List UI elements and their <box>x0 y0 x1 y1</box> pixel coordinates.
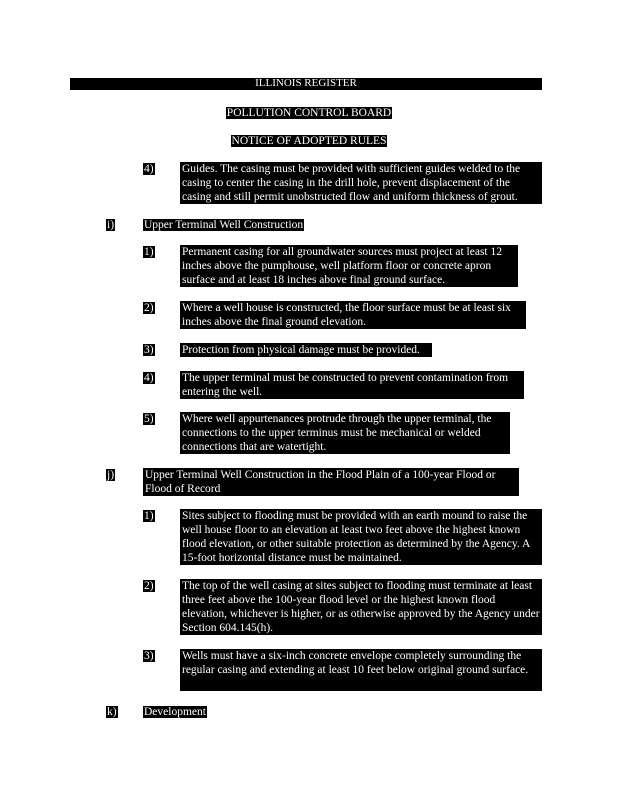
item-number: 2) <box>144 302 154 314</box>
section-heading: Upper Terminal Well Construction <box>144 219 304 231</box>
board-title: POLLUTION CONTROL BOARD <box>226 107 392 119</box>
well-house-floor-paragraph: Where a well house is constructed, the floor surface must be at least six inches above the final ground elevation. <box>180 301 526 329</box>
item-number: 5) <box>144 413 154 425</box>
item-number: 4) <box>144 372 154 384</box>
register-header-bar <box>70 78 542 89</box>
header-rule <box>70 89 542 90</box>
item-number: 1) <box>144 246 154 258</box>
contamination-paragraph: The upper terminal must be constructed to prevent contamination from entering the well. <box>180 371 524 399</box>
concrete-envelope-paragraph: Wells must have a six-inch concrete envelope completely surrounding the regular casing and extending at least 10 feet below original ground surface. <box>180 649 542 691</box>
section-letter: j) <box>107 469 115 481</box>
guides-paragraph: Guides. The casing must be provided with sufficient guides welded to the casing to center the casing in the drill hole, prevent displacement of the casing and still permit unobstructed flow and uniform thickness of grout. <box>180 162 542 204</box>
appurtenances-paragraph: Where well appurtenances protrude through the upper terminal, the connections to the upper terminus must be mechanical or welded connections that are watertight. <box>180 412 510 454</box>
notice-title-line <box>0 134 618 148</box>
flood-mound-paragraph: Sites subject to flooding must be provided with an earth mound to raise the well house floor to an elevation at least two feet above the highest known flood elevation, or other suitable protection as determined by the Agency. A 15-foot horizontal distance must be maintained. <box>180 509 542 565</box>
section-letter: k) <box>107 706 117 718</box>
section-heading: Upper Terminal Well Construction in the Flood Plain of a 100-year Flood or Flood of Record <box>143 468 519 496</box>
casing-terminate-paragraph: The top of the well casing at sites subject to flooding must terminate at least three feet above the 100-year flood level or the highest known flood elevation, whichever is higher, or as otherwise approved by the Agency under Section 604.145(h). <box>180 579 542 635</box>
item-number: 4) <box>144 163 154 175</box>
casing-projection-paragraph: Permanent casing for all groundwater sources must project at least 12 inches above the pumphouse, well platform floor or concrete apron surface and at least 18 inches above final ground surface. <box>180 245 518 287</box>
board-title-line <box>0 106 618 120</box>
item-number: 1) <box>144 510 154 522</box>
item-number: 3) <box>144 650 154 662</box>
register-title: ILLINOIS REGISTER <box>255 77 357 89</box>
section-heading: Development <box>144 706 206 718</box>
notice-title: NOTICE OF ADOPTED RULES <box>231 135 387 147</box>
physical-damage-paragraph: Protection from physical damage must be provided. <box>180 343 432 357</box>
section-letter: i) <box>107 219 115 231</box>
item-number: 3) <box>144 344 154 356</box>
item-number: 2) <box>144 580 154 592</box>
